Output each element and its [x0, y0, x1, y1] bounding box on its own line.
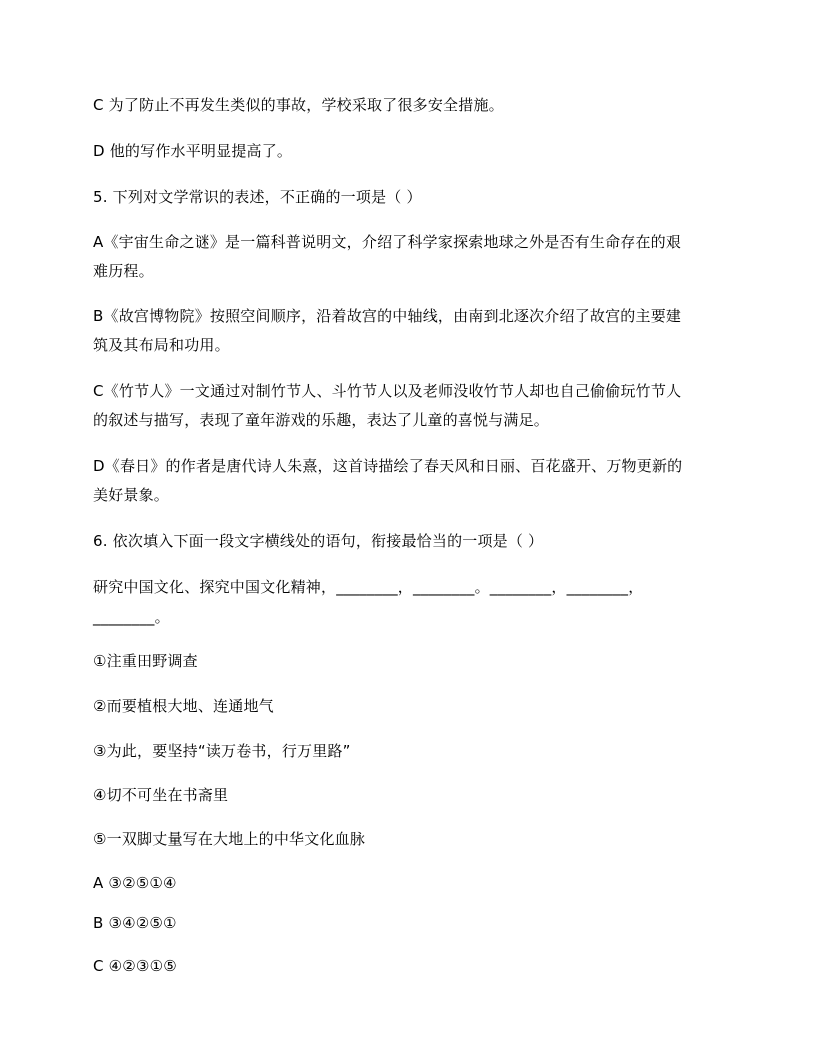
question-5-stem: 5. 下列对文学常识的表述，不正确的一项是（ ）	[93, 188, 422, 206]
q5-option-b-line-1: B《故宫博物院》按照空间顺序，沿着故宫的中轴线，由南到北逐次介绍了故宫的主要建	[93, 307, 682, 325]
q5-option-a-line-1: A《宇宙生命之谜》是一篇科普说明文，介绍了科学家探索地球之外是否有生命存在的艰	[93, 233, 682, 251]
q6-option-a: A ③②⑤①④	[93, 874, 177, 892]
q6-sentence-3: ③为此，要坚持“读万卷书，行万里路”	[93, 742, 351, 760]
option-d-sentence: D 他的写作水平明显提高了。	[93, 142, 293, 160]
q5-option-b-line-2: 筑及其布局和功用。	[93, 336, 230, 354]
q6-sentence-1: ①注重田野调查	[93, 652, 198, 670]
q6-sentence-4: ④切不可坐在书斋里	[93, 786, 229, 804]
q6-sentence-5: ⑤一双脚丈量写在大地上的中华文化血脉	[93, 830, 366, 848]
option-c-sentence: C 为了防止不再发生类似的事故，学校采取了很多安全措施。	[93, 96, 504, 114]
q6-passage-line-2: ________。	[93, 608, 170, 626]
question-6-stem: 6. 依次填入下面一段文字横线处的语句，衔接最恰当的一项是（ ）	[93, 532, 544, 550]
q5-option-c-line-1: C《竹节人》一文通过对制竹节人、斗竹节人以及老师没收竹节人却也自己偷偷玩竹节人	[93, 382, 682, 400]
q5-option-d-line-2: 美好景象。	[93, 486, 170, 504]
q6-option-b: B ③④②⑤①	[93, 914, 177, 932]
q5-option-c-line-2: 的叙述与描写，表现了童年游戏的乐趣，表达了儿童的喜悦与满足。	[93, 411, 550, 429]
q6-sentence-2: ②而要植根大地、连通地气	[93, 697, 274, 715]
q6-option-c: C ④②③①⑤	[93, 957, 177, 975]
q5-option-d-line-1: D《春日》的作者是唐代诗人朱熹，这首诗描绘了春天风和日丽、百花盛开、万物更新的	[93, 457, 683, 475]
q6-passage-line-1: 研究中国文化、探究中国文化精神，________，________。________，________，	[93, 578, 644, 596]
q5-option-a-line-2: 难历程。	[93, 262, 154, 280]
